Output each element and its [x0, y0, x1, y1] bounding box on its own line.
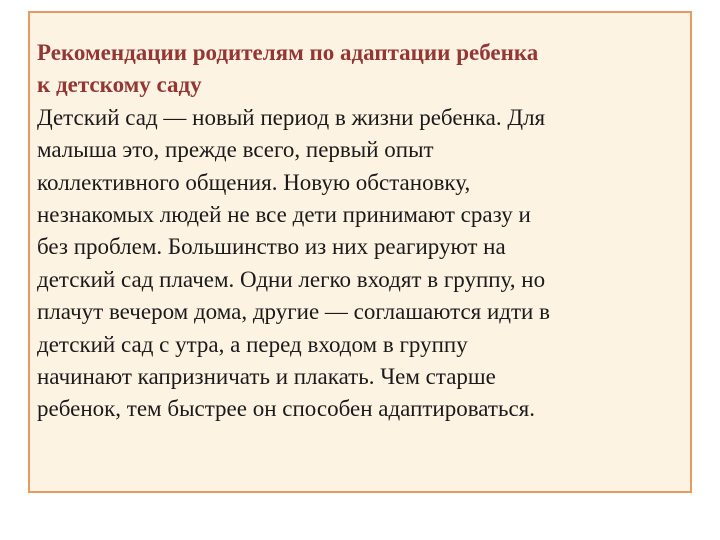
content	[37, 37, 685, 426]
body-line: без проблем. Большинство из них реагируют на	[37, 234, 506, 260]
body-line: коллективного общения. Новую обстановку,	[37, 169, 471, 195]
body-line: детский сад с утра, а перед входом в группу	[37, 331, 468, 357]
text-box	[28, 11, 692, 493]
body-line: ребенок, тем быстрее он способен адаптироваться.	[37, 396, 535, 422]
body-line: незнакомых людей не все дети принимают сразу и	[37, 202, 531, 228]
body-line: Детский сад — новый период в жизни ребенка. Для	[37, 104, 546, 130]
heading-line: к детскому саду	[37, 72, 202, 98]
body-line: детский сад плачем. Одни легко входят в группу, но	[37, 266, 546, 292]
body-line: плачут вечером дома, другие — соглашаются идти в	[37, 299, 550, 325]
body-line: малыша это, прежде всего, первый опыт	[37, 137, 434, 163]
body-line: начинают капризничать и плакать. Чем старше	[37, 364, 496, 390]
body-paragraph	[37, 102, 685, 426]
heading-line: Рекомендации родителям по адаптации ребенка	[37, 40, 539, 65]
slide-heading	[37, 37, 685, 102]
